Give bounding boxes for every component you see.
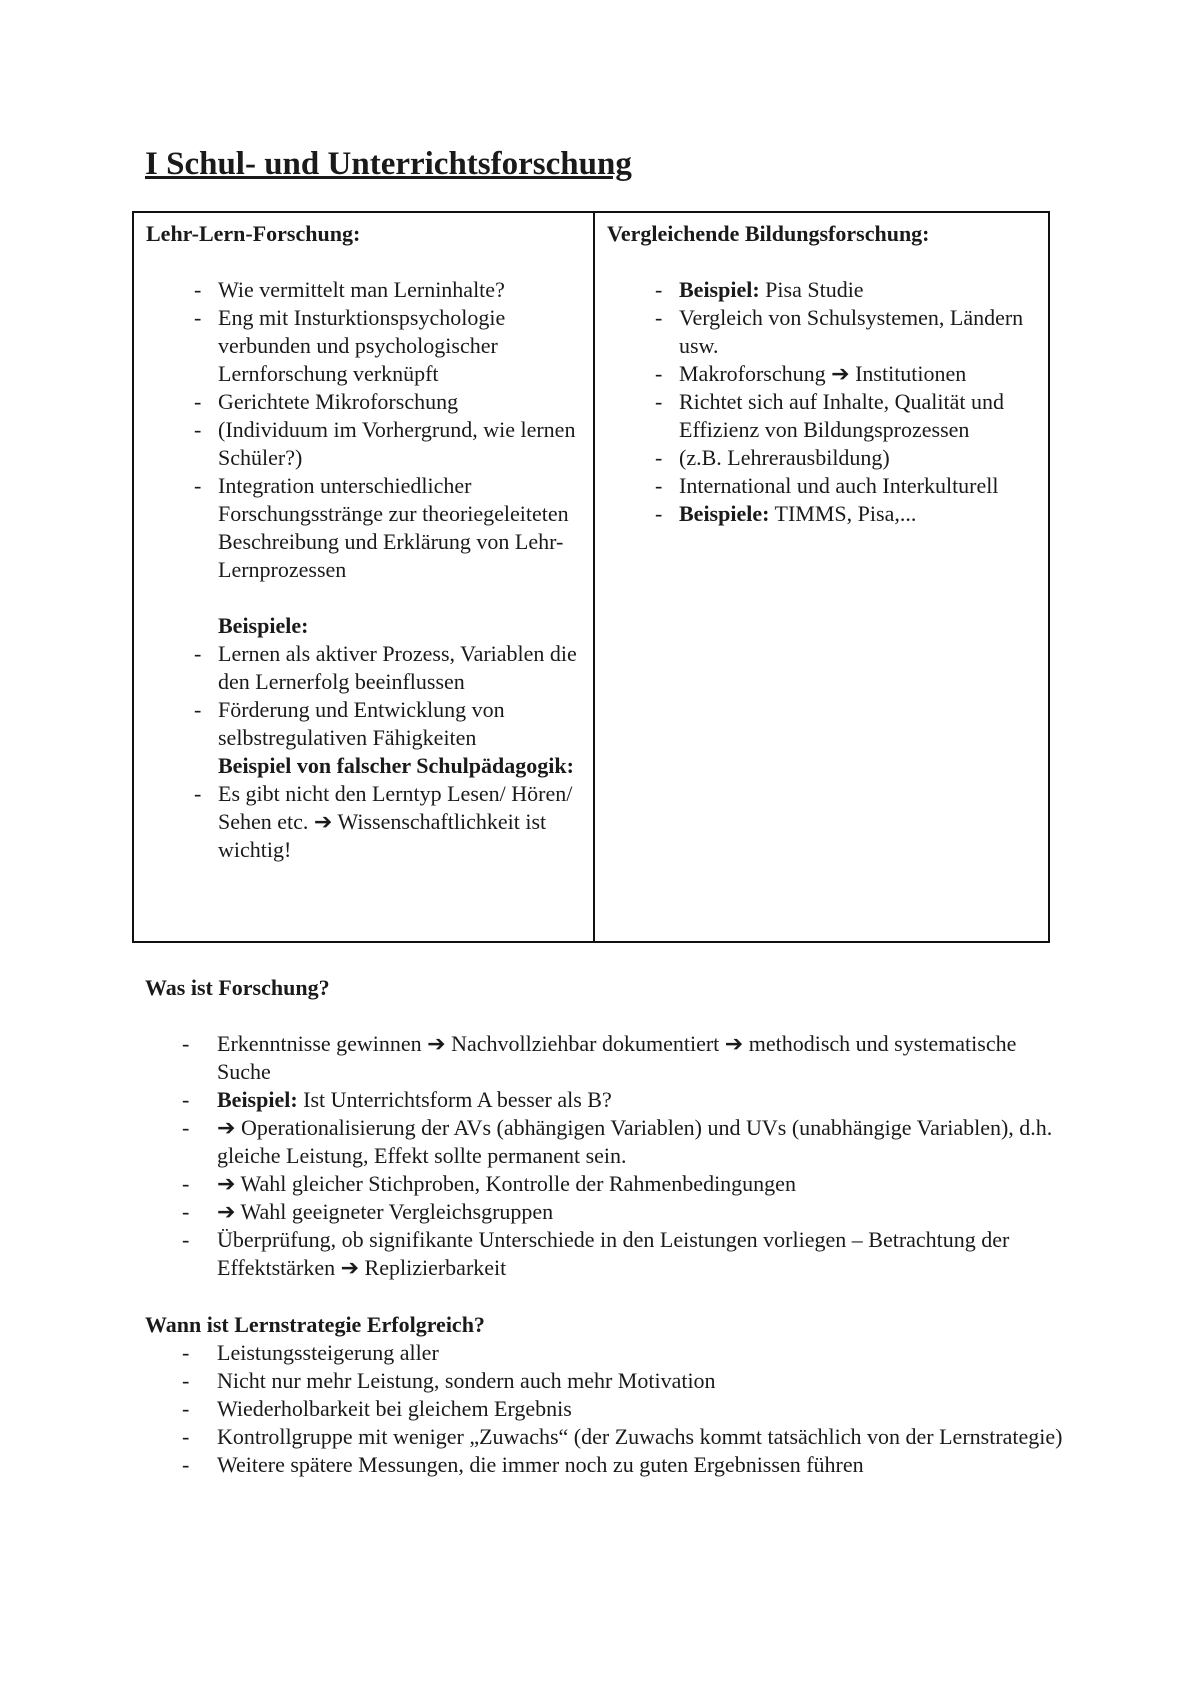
list-item (607, 276, 1036, 304)
list-item: - Lernen als aktiver Prozess, Variablen die den Lernerfolg beeinflussen (146, 640, 581, 696)
item-text: Wissenschaftlichkeit ist wichtig! (218, 809, 547, 862)
list-item: - Wiederholbarkeit bei gleichem Ergebnis (132, 1395, 1072, 1423)
list-item: - Wie vermittelt man Lerninhalte? (146, 276, 581, 304)
false-example-heading: Beispiel von falscher Schulpädagogik: (218, 753, 574, 778)
forschung-list (132, 1030, 1072, 1282)
table-cell-bildungsforschung (595, 213, 1048, 941)
list-item (132, 1198, 1072, 1226)
item-text: Wahl geeigneter Vergleichsgruppen (235, 1199, 554, 1224)
item-text: Operationalisierung der AVs (abhängigen Variablen) und UVs (unabhängige Variablen), d.h. gleiche Leistung, Effekt sollte permanent sein. (217, 1115, 1053, 1168)
list-item (132, 1086, 1072, 1114)
item-text: Es gibt nicht den Lerntyp Lesen/ Hören/ Sehen etc. (218, 781, 573, 834)
item-text: Makroforschung (679, 361, 832, 386)
item-text: Wahl gleicher Stichproben, Kontrolle der Rahmenbedingungen (235, 1171, 796, 1196)
cell-heading-lehr-lern: Lehr-Lern-Forschung: (146, 221, 361, 246)
lernstrategie-section (132, 1339, 1072, 1479)
list-item: - Nicht nur mehr Leistung, sondern auch mehr Motivation (132, 1367, 1072, 1395)
table-cell-lehr-lern (134, 213, 595, 941)
right-arrow-icon: ➔ (831, 361, 850, 386)
list-item (132, 1030, 1072, 1086)
item-text: Nachvollziehbar dokumentiert (445, 1031, 725, 1056)
item-text: Institutionen (849, 361, 967, 386)
lernstrategie-list (132, 1339, 1072, 1479)
lehr-lern-list (146, 276, 581, 864)
right-arrow-icon: ➔ (217, 1171, 236, 1196)
list-item (607, 500, 1036, 528)
item-text: Überprüfung, ob signifikante Unterschiede in den Leistungen vorliegen – Betrachtung der Effektstärken (217, 1227, 1010, 1280)
list-item: - Vergleich von Schulsystemen, Ländern usw. (607, 304, 1036, 360)
item-text: Replizierbarkeit (359, 1255, 507, 1280)
list-item: - (z.B. Lehrerausbildung) (607, 444, 1036, 472)
list-item: - Kontrollgruppe mit weniger „Zuwachs“ (der Zuwachs kommt tatsächlich von der Lernstrategie) (132, 1423, 1072, 1451)
bold-label: Beispiele: (679, 501, 770, 526)
right-arrow-icon: ➔ (724, 1031, 744, 1056)
list-item (132, 1114, 1072, 1170)
right-arrow-icon: ➔ (313, 809, 333, 834)
right-arrow-icon: ➔ (217, 1199, 236, 1224)
list-item (132, 1170, 1072, 1198)
item-text: methodisch und systematische Suche (217, 1031, 1017, 1084)
list-item: - Weitere spätere Messungen, die immer noch zu guten Ergebnissen führen (132, 1451, 1072, 1479)
right-arrow-icon: ➔ (340, 1255, 360, 1280)
section-heading-lernstrategie: Wann ist Lernstrategie Erfolgreich? (145, 1312, 485, 1337)
cell-heading-bildungsforschung: Vergleichende Bildungsforschung: (607, 221, 930, 246)
item-text: Pisa Studie (759, 277, 864, 302)
list-item: - Förderung und Entwicklung von selbstregulativen Fähigkeiten (146, 696, 581, 752)
page-title: I Schul- und Unterrichtsforschung (145, 146, 632, 182)
list-item (607, 360, 1036, 388)
list-item: - Integration unterschiedlicher Forschungsstränge zur theoriegeleiteten Beschreibung und Erklärung von Lehr-Lernprozessen (146, 472, 581, 584)
item-text: TIMMS, Pisa,... (769, 501, 917, 526)
bildungsforschung-list (607, 276, 1036, 528)
forschung-section (132, 1030, 1072, 1282)
bold-label: Beispiel: (217, 1087, 298, 1112)
bold-label: Beispiel: (679, 277, 760, 302)
list-item: - Gerichtete Mikroforschung (146, 388, 581, 416)
item-text: Ist Unterrichtsform A besser als B? (297, 1087, 612, 1112)
list-item: - Richtet sich auf Inhalte, Qualität und Effizienz von Bildungsprozessen (607, 388, 1036, 444)
right-arrow-icon: ➔ (217, 1115, 236, 1140)
comparison-table (132, 211, 1050, 943)
examples-heading: Beispiele: (218, 613, 309, 638)
list-item (132, 1226, 1072, 1282)
section-heading-forschung: Was ist Forschung? (145, 975, 330, 1000)
list-item: - Eng mit Insturktionspsychologie verbunden und psychologischer Lernforschung verknüpft (146, 304, 581, 388)
right-arrow-icon: ➔ (427, 1031, 446, 1056)
list-item (146, 780, 581, 864)
list-item: - International und auch Interkulturell (607, 472, 1036, 500)
list-item: - (Individuum im Vorhergrund, wie lernen Schüler?) (146, 416, 581, 472)
list-item: - Leistungssteigerung aller (132, 1339, 1072, 1367)
item-text: Erkenntnisse gewinnen (217, 1031, 428, 1056)
